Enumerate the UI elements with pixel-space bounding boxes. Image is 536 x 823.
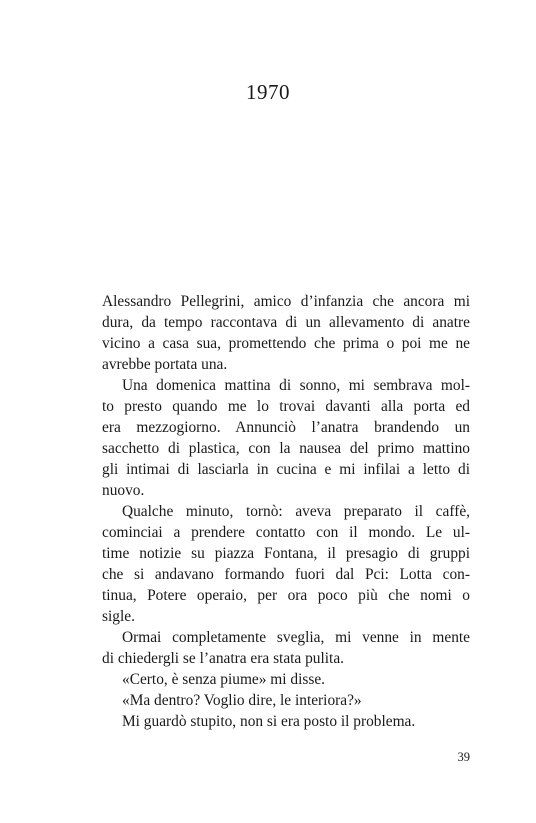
- paragraph-4: [102, 627, 470, 669]
- text-line: sigle.: [102, 608, 135, 625]
- text-line: che si andavano formando fuori dal Pci: Lotta con-: [102, 566, 470, 583]
- text-line: avrebbe portata una.: [102, 356, 228, 373]
- text-line: Mi guardò stupito, non si era posto il problema.: [122, 713, 416, 730]
- text-line: sacchetto di plastica, con la nausea del primo mattino: [102, 440, 470, 457]
- text-line: Ormai completamente sveglia, mi venne in mente: [122, 629, 470, 646]
- text-line: era mezzogiorno. Annunciò l’anatra brandendo un: [102, 419, 470, 436]
- text-line: Qualche minuto, tornò: aveva preparato il caffè,: [122, 503, 470, 520]
- chapter-title: 1970: [246, 80, 290, 104]
- text-line: gli intimai di lasciarla in cucina e mi infilai a letto di: [102, 461, 470, 478]
- text-line: tinua, Potere operaio, per ora poco più che nomi o: [102, 587, 470, 604]
- text-line: Una domenica mattina di sonno, mi sembrava mol-: [122, 377, 470, 394]
- text-line: vicino a casa sua, promettendo che prima o poi me ne: [102, 335, 470, 352]
- text-line: cominciai a prendere contatto con il mondo. Le ul-: [102, 524, 470, 541]
- paragraph-5: [102, 669, 470, 690]
- text-line: Alessandro Pellegrini, amico d’infanzia che ancora mi: [102, 293, 470, 310]
- page-number: 39: [457, 750, 470, 764]
- text-line: di chiedergli se l’anatra era stata pulita.: [102, 650, 345, 667]
- paragraph-2: [102, 375, 470, 501]
- body-text: [102, 291, 470, 732]
- text-line: to presto quando me lo trovai davanti alla porta ed: [102, 398, 470, 415]
- paragraph-1: [102, 291, 470, 375]
- text-line: «Certo, è senza piume» mi disse.: [122, 671, 326, 688]
- paragraph-7: [102, 711, 470, 732]
- text-line: dura, da tempo raccontava di un allevamento di anatre: [102, 314, 470, 331]
- paragraph-6: [102, 690, 470, 711]
- text-line: time notizie su piazza Fontana, il presagio di gruppi: [102, 545, 470, 562]
- paragraph-3: [102, 501, 470, 627]
- text-line: «Ma dentro? Voglio dire, le interiora?»: [122, 692, 362, 709]
- text-line: nuovo.: [102, 482, 145, 499]
